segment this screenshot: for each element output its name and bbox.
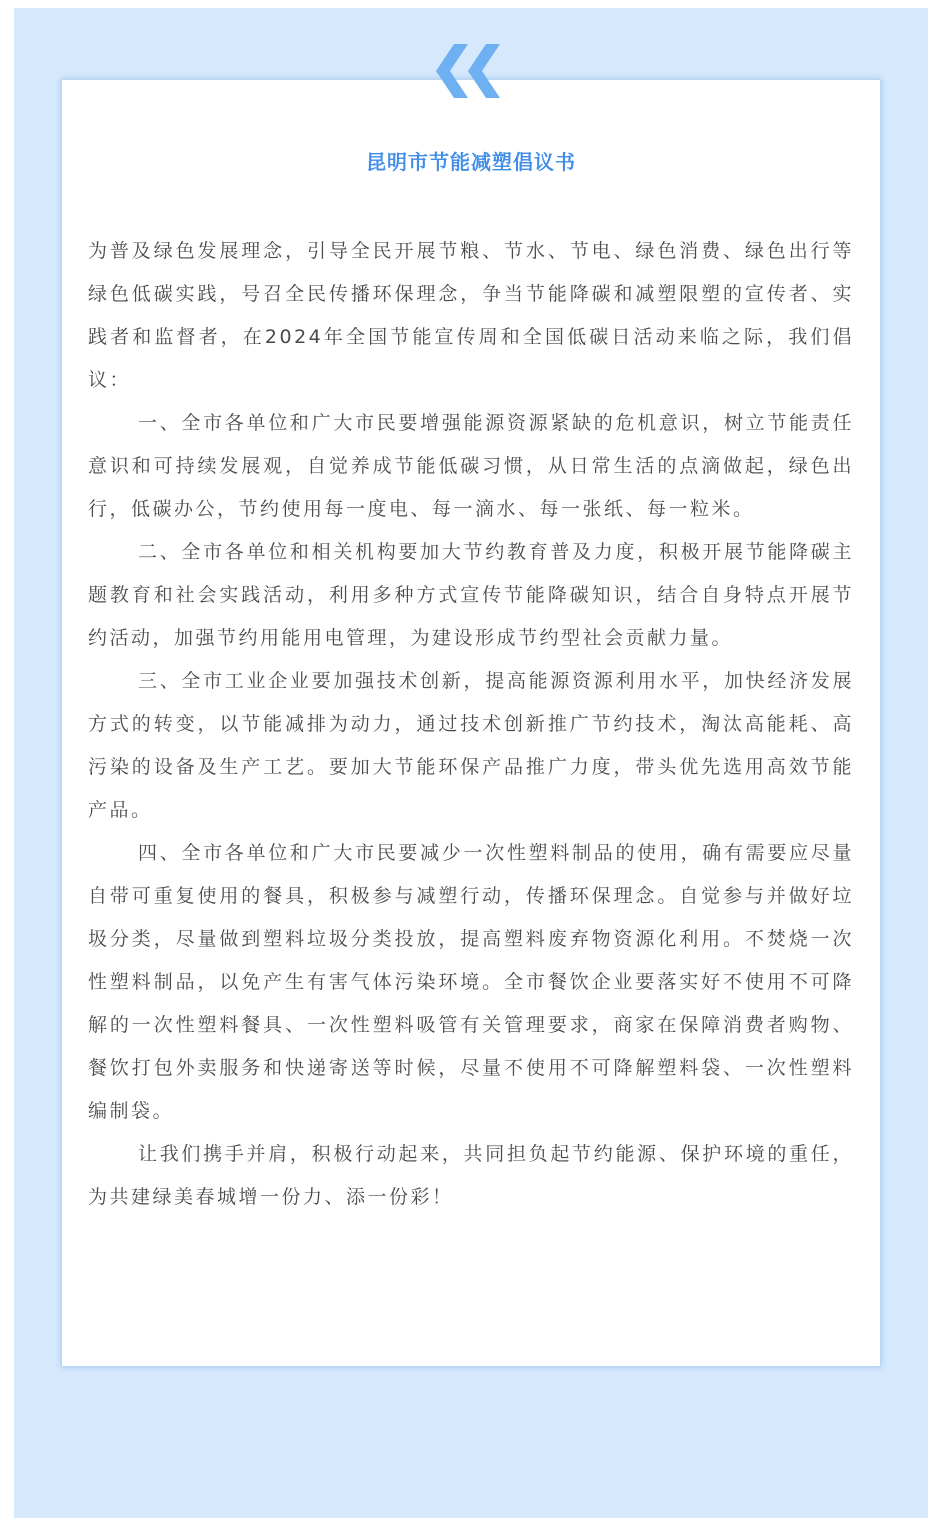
initiative-paragraph-2: 二、全市各单位和相关机构要加大节约教育普及力度，积极开展节能降碳主题教育和社会实践活动，利用多种方式宣传节能降碳知识，结合自身特点开展节约活动，加强节约用能用电管理，为建设形成节约型社会贡献力量。 — [88, 541, 854, 649]
initiative-paragraph-4: 四、全市各单位和广大市民要减少一次性塑料制品的使用，确有需要应尽量自带可重复使用的餐具，积极参与减塑行动，传播环保理念。自觉参与并做好垃圾分类，尽量做到塑料垃圾分类投放，提高塑料废弃物资源化利用。不焚烧一次性塑料制品，以免产生有害气体污染环境。全市餐饮企业要落实好不使用不可降解的一次性塑料餐具、一次性塑料吸管有关管理要求，商家在保障消费者购物、餐饮打包外卖服务和快递寄送等时候，尽量不使用不可降解塑料袋、一次性塑料编制袋。 — [88, 842, 854, 1122]
initiative-paragraph-1: 一、全市各单位和广大市民要增强能源资源紧缺的危机意识，树立节能责任意识和可持续发展观，自觉养成节能低碳习惯，从日常生活的点滴做起，绿色出行，低碳办公，节约使用每一度电、每一滴水、每一张纸、每一粒米。 — [88, 412, 854, 520]
double-quote-icon — [434, 42, 510, 100]
document-body — [88, 230, 854, 1219]
document-title: 昆明市节能减塑倡议书 — [366, 150, 576, 174]
initiative-paragraph-3: 三、全市工业企业要加强技术创新，提高能源资源利用水平，加快经济发展方式的转变，以节能减排为动力，通过技术创新推广节约技术，淘汰高能耗、高污染的设备及生产工艺。要加大节能环保产品推广力度，带头优先选用高效节能产品。 — [88, 670, 854, 821]
intro-paragraph: 为普及绿色发展理念，引导全民开展节粮、节水、节电、绿色消费、绿色出行等绿色低碳实践，号召全民传播环保理念，争当节能降碳和减塑限塑的宣传者、实践者和监督者，在2024年全国节能宣传周和全国低碳日活动来临之际，我们倡议： — [88, 240, 854, 391]
closing-paragraph: 让我们携手并肩，积极行动起来，共同担负起节约能源、保护环境的重任，为共建绿美春城增一份力、添一份彩！ — [88, 1143, 854, 1208]
